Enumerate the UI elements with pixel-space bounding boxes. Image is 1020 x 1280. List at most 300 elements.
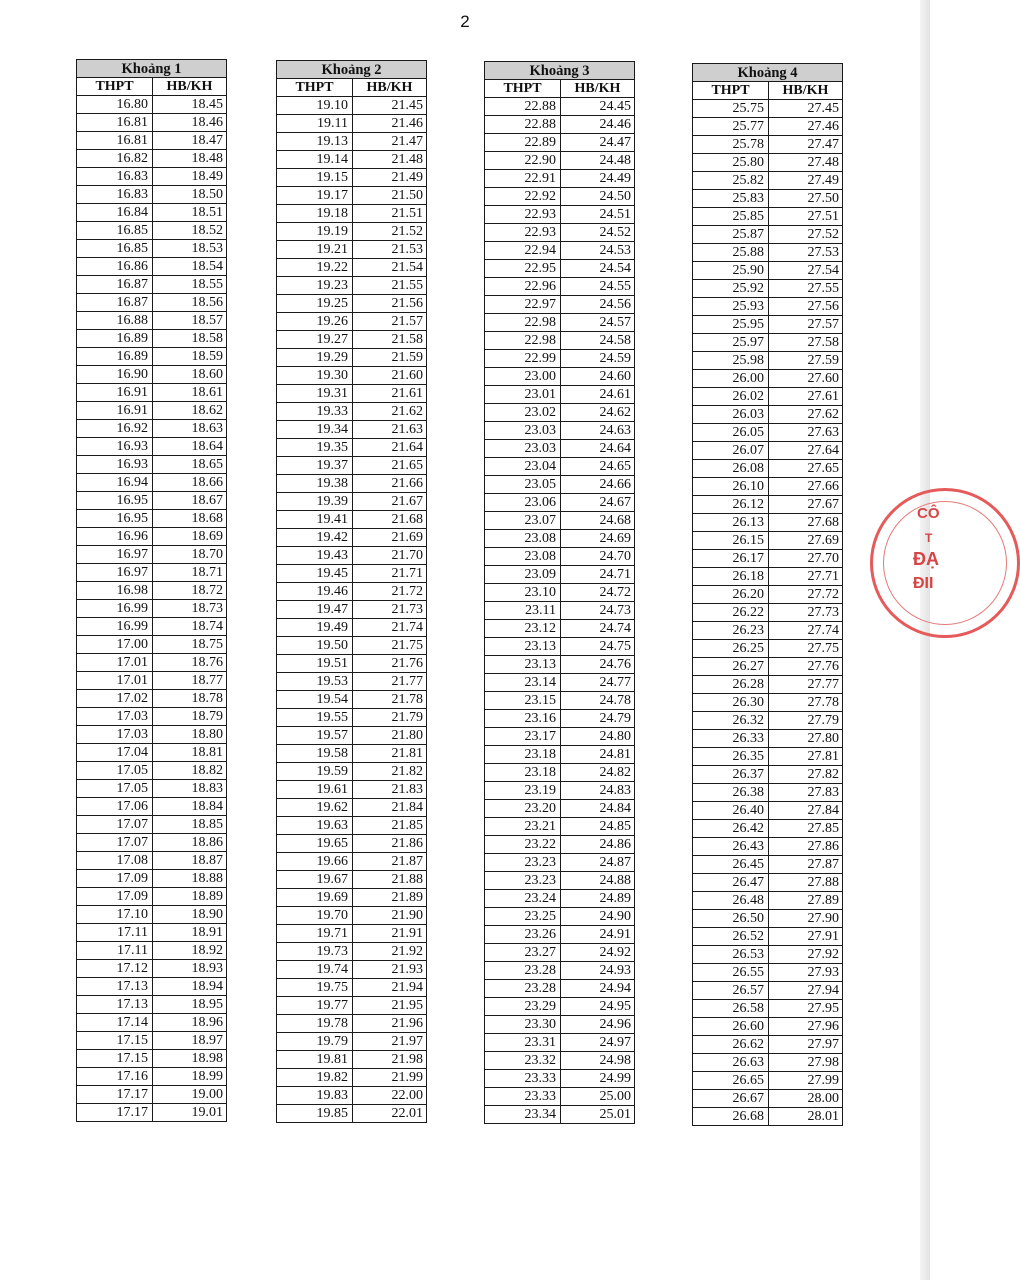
hbkh-score-cell: 18.93 — [153, 960, 227, 978]
thpt-score-cell: 19.50 — [277, 637, 353, 655]
hbkh-score-cell: 27.56 — [769, 298, 843, 316]
hbkh-score-cell: 24.71 — [561, 566, 635, 584]
hbkh-score-cell: 27.97 — [769, 1036, 843, 1054]
table-row — [693, 712, 843, 730]
table-row — [485, 638, 635, 656]
thpt-score-cell: 22.91 — [485, 170, 561, 188]
table-row — [485, 260, 635, 278]
hbkh-score-cell: 18.66 — [153, 474, 227, 492]
table-row — [277, 961, 427, 979]
thpt-score-cell: 23.32 — [485, 1052, 561, 1070]
thpt-score-cell: 23.11 — [485, 602, 561, 620]
table-row — [485, 728, 635, 746]
thpt-score-cell: 17.17 — [77, 1104, 153, 1122]
hbkh-score-cell: 21.93 — [353, 961, 427, 979]
table-row — [277, 169, 427, 187]
table-row — [277, 871, 427, 889]
hbkh-score-cell: 18.63 — [153, 420, 227, 438]
thpt-score-cell: 22.98 — [485, 314, 561, 332]
table-row — [693, 172, 843, 190]
hbkh-score-cell: 18.57 — [153, 312, 227, 330]
hbkh-score-cell: 21.63 — [353, 421, 427, 439]
hbkh-score-cell: 24.73 — [561, 602, 635, 620]
table-row — [277, 907, 427, 925]
table-row — [277, 637, 427, 655]
thpt-score-cell: 23.16 — [485, 710, 561, 728]
hbkh-score-cell: 24.48 — [561, 152, 635, 170]
hbkh-score-cell: 27.45 — [769, 100, 843, 118]
table-row — [77, 816, 227, 834]
stamp-text: CÔ — [917, 505, 940, 522]
hbkh-score-cell: 27.64 — [769, 442, 843, 460]
table-row — [277, 709, 427, 727]
table-row — [277, 691, 427, 709]
thpt-score-cell: 26.30 — [693, 694, 769, 712]
thpt-score-cell: 23.07 — [485, 512, 561, 530]
thpt-score-cell: 22.88 — [485, 116, 561, 134]
hbkh-score-cell: 21.79 — [353, 709, 427, 727]
table-row — [277, 925, 427, 943]
hbkh-score-cell: 18.85 — [153, 816, 227, 834]
hbkh-score-cell: 27.46 — [769, 118, 843, 136]
thpt-score-cell: 17.07 — [77, 834, 153, 852]
table-row — [693, 694, 843, 712]
table-row — [77, 1014, 227, 1032]
table-row — [77, 780, 227, 798]
hbkh-score-cell: 21.50 — [353, 187, 427, 205]
hbkh-score-cell: 18.62 — [153, 402, 227, 420]
thpt-score-cell: 16.80 — [77, 96, 153, 114]
thpt-score-cell: 25.75 — [693, 100, 769, 118]
table-row — [693, 946, 843, 964]
table-row — [485, 404, 635, 422]
thpt-score-cell: 23.31 — [485, 1034, 561, 1052]
thpt-score-cell: 16.94 — [77, 474, 153, 492]
thpt-score-cell: 26.32 — [693, 712, 769, 730]
thpt-score-cell: 23.18 — [485, 746, 561, 764]
hbkh-score-cell: 21.51 — [353, 205, 427, 223]
thpt-score-cell: 22.90 — [485, 152, 561, 170]
table-row — [693, 280, 843, 298]
hbkh-score-cell: 18.69 — [153, 528, 227, 546]
thpt-score-cell: 26.15 — [693, 532, 769, 550]
thpt-score-cell: 19.22 — [277, 259, 353, 277]
thpt-score-cell: 23.17 — [485, 728, 561, 746]
hbkh-score-cell: 21.95 — [353, 997, 427, 1015]
hbkh-score-cell: 18.99 — [153, 1068, 227, 1086]
hbkh-score-cell: 27.82 — [769, 766, 843, 784]
thpt-score-cell: 16.89 — [77, 348, 153, 366]
table-row — [485, 872, 635, 890]
stamp-text: T — [925, 531, 933, 545]
hbkh-score-cell: 24.52 — [561, 224, 635, 242]
thpt-score-cell: 16.84 — [77, 204, 153, 222]
hbkh-score-cell: 24.85 — [561, 818, 635, 836]
thpt-score-cell: 16.81 — [77, 132, 153, 150]
hbkh-score-cell: 18.87 — [153, 852, 227, 870]
table-row — [485, 98, 635, 116]
hbkh-score-cell: 19.01 — [153, 1104, 227, 1122]
thpt-score-cell: 16.83 — [77, 168, 153, 186]
table-row — [693, 910, 843, 928]
table-row — [77, 870, 227, 888]
table-row — [277, 799, 427, 817]
table-row — [277, 1015, 427, 1033]
table-row — [485, 944, 635, 962]
thpt-score-cell: 23.05 — [485, 476, 561, 494]
hbkh-score-cell: 18.51 — [153, 204, 227, 222]
thpt-score-cell: 25.80 — [693, 154, 769, 172]
table-row — [693, 892, 843, 910]
hbkh-score-cell: 18.53 — [153, 240, 227, 258]
hbkh-score-cell: 24.94 — [561, 980, 635, 998]
table-row — [277, 1069, 427, 1087]
hbkh-score-cell: 27.83 — [769, 784, 843, 802]
thpt-score-cell: 19.53 — [277, 673, 353, 691]
table-row — [485, 530, 635, 548]
hbkh-score-cell: 18.73 — [153, 600, 227, 618]
thpt-score-cell: 23.12 — [485, 620, 561, 638]
table-row — [77, 690, 227, 708]
hbkh-score-cell: 27.79 — [769, 712, 843, 730]
hbkh-score-cell: 27.55 — [769, 280, 843, 298]
hbkh-score-cell: 21.54 — [353, 259, 427, 277]
thpt-score-cell: 26.63 — [693, 1054, 769, 1072]
thpt-score-cell: 19.59 — [277, 763, 353, 781]
hbkh-score-cell: 28.00 — [769, 1090, 843, 1108]
thpt-score-cell: 23.28 — [485, 980, 561, 998]
table-row — [77, 528, 227, 546]
table-row — [485, 656, 635, 674]
hbkh-score-cell: 24.95 — [561, 998, 635, 1016]
hbkh-score-cell: 27.53 — [769, 244, 843, 262]
thpt-score-cell: 23.10 — [485, 584, 561, 602]
table-row — [485, 1088, 635, 1106]
thpt-score-cell: 26.45 — [693, 856, 769, 874]
table-row — [485, 170, 635, 188]
table-row — [485, 908, 635, 926]
table-row — [77, 276, 227, 294]
table-row — [77, 114, 227, 132]
table-row — [77, 258, 227, 276]
thpt-score-cell: 17.15 — [77, 1050, 153, 1068]
hbkh-score-cell: 24.77 — [561, 674, 635, 692]
table-row — [693, 1000, 843, 1018]
table-row — [77, 852, 227, 870]
hbkh-score-cell: 27.88 — [769, 874, 843, 892]
table-row — [77, 438, 227, 456]
hbkh-score-cell: 18.95 — [153, 996, 227, 1014]
thpt-score-cell: 17.13 — [77, 996, 153, 1014]
thpt-score-cell: 26.17 — [693, 550, 769, 568]
table-row — [77, 726, 227, 744]
table-row — [277, 439, 427, 457]
score-table-range-3 — [484, 61, 635, 1124]
table-row — [485, 296, 635, 314]
table-row — [77, 762, 227, 780]
thpt-score-cell: 17.04 — [77, 744, 153, 762]
table-row — [693, 406, 843, 424]
thpt-score-cell: 25.92 — [693, 280, 769, 298]
hbkh-score-cell: 18.56 — [153, 294, 227, 312]
table-row — [693, 100, 843, 118]
score-table-range-1 — [76, 59, 227, 1122]
table-row — [277, 511, 427, 529]
hbkh-score-cell: 18.90 — [153, 906, 227, 924]
table-row — [485, 602, 635, 620]
table-row — [693, 244, 843, 262]
table-row — [485, 116, 635, 134]
hbkh-score-cell: 21.86 — [353, 835, 427, 853]
thpt-score-cell: 25.83 — [693, 190, 769, 208]
hbkh-score-cell: 27.54 — [769, 262, 843, 280]
table-row — [277, 619, 427, 637]
hbkh-score-cell: 27.68 — [769, 514, 843, 532]
hbkh-score-cell: 21.99 — [353, 1069, 427, 1087]
table-row — [277, 1033, 427, 1051]
table-row — [693, 1072, 843, 1090]
table-row — [277, 475, 427, 493]
table-row — [693, 568, 843, 586]
hbkh-score-cell: 21.74 — [353, 619, 427, 637]
thpt-score-cell: 17.14 — [77, 1014, 153, 1032]
column-header-hbkh: HB/KH — [561, 80, 635, 98]
thpt-score-cell: 19.23 — [277, 277, 353, 295]
thpt-score-cell: 17.10 — [77, 906, 153, 924]
range-title: Khoảng 3 — [485, 62, 635, 80]
thpt-score-cell: 16.96 — [77, 528, 153, 546]
thpt-score-cell: 16.81 — [77, 114, 153, 132]
thpt-score-cell: 26.35 — [693, 748, 769, 766]
table-row — [77, 168, 227, 186]
thpt-score-cell: 19.10 — [277, 97, 353, 115]
hbkh-score-cell: 18.59 — [153, 348, 227, 366]
hbkh-score-cell: 18.84 — [153, 798, 227, 816]
table-row — [485, 188, 635, 206]
thpt-score-cell: 26.33 — [693, 730, 769, 748]
table-row — [277, 565, 427, 583]
hbkh-score-cell: 18.68 — [153, 510, 227, 528]
table-row — [277, 493, 427, 511]
thpt-score-cell: 19.25 — [277, 295, 353, 313]
thpt-score-cell: 19.79 — [277, 1033, 353, 1051]
table-row — [277, 403, 427, 421]
table-row — [693, 532, 843, 550]
table-row — [77, 582, 227, 600]
table-row — [277, 1087, 427, 1105]
hbkh-score-cell: 21.91 — [353, 925, 427, 943]
hbkh-score-cell: 21.89 — [353, 889, 427, 907]
table-row — [77, 492, 227, 510]
table-row — [277, 943, 427, 961]
thpt-score-cell: 26.60 — [693, 1018, 769, 1036]
table-row — [77, 1032, 227, 1050]
table-row — [77, 564, 227, 582]
hbkh-score-cell: 25.00 — [561, 1088, 635, 1106]
thpt-score-cell: 17.00 — [77, 636, 153, 654]
hbkh-score-cell: 24.84 — [561, 800, 635, 818]
thpt-score-cell: 26.67 — [693, 1090, 769, 1108]
thpt-score-cell: 19.26 — [277, 313, 353, 331]
hbkh-score-cell: 27.80 — [769, 730, 843, 748]
thpt-score-cell: 17.06 — [77, 798, 153, 816]
thpt-score-cell: 19.81 — [277, 1051, 353, 1069]
hbkh-score-cell: 27.57 — [769, 316, 843, 334]
hbkh-score-cell: 21.76 — [353, 655, 427, 673]
hbkh-score-cell: 24.81 — [561, 746, 635, 764]
table-row — [77, 150, 227, 168]
table-row — [485, 746, 635, 764]
thpt-score-cell: 19.39 — [277, 493, 353, 511]
hbkh-score-cell: 27.93 — [769, 964, 843, 982]
thpt-score-cell: 26.13 — [693, 514, 769, 532]
table-row — [277, 133, 427, 151]
hbkh-score-cell: 24.72 — [561, 584, 635, 602]
table-row — [693, 856, 843, 874]
score-table-range-4 — [692, 63, 843, 1126]
hbkh-score-cell: 27.75 — [769, 640, 843, 658]
thpt-score-cell: 26.65 — [693, 1072, 769, 1090]
table-row — [485, 818, 635, 836]
table-row — [77, 996, 227, 1014]
hbkh-score-cell: 27.60 — [769, 370, 843, 388]
thpt-score-cell: 25.82 — [693, 172, 769, 190]
thpt-score-cell: 19.29 — [277, 349, 353, 367]
hbkh-score-cell: 27.48 — [769, 154, 843, 172]
hbkh-score-cell: 21.60 — [353, 367, 427, 385]
hbkh-score-cell: 18.92 — [153, 942, 227, 960]
thpt-score-cell: 17.03 — [77, 726, 153, 744]
thpt-score-cell: 19.34 — [277, 421, 353, 439]
thpt-score-cell: 19.62 — [277, 799, 353, 817]
hbkh-score-cell: 21.77 — [353, 673, 427, 691]
hbkh-score-cell: 18.77 — [153, 672, 227, 690]
thpt-score-cell: 23.01 — [485, 386, 561, 404]
range-title: Khoảng 4 — [693, 64, 843, 82]
table-row — [693, 748, 843, 766]
table-row — [693, 766, 843, 784]
table-row — [693, 136, 843, 154]
table-row — [77, 600, 227, 618]
table-row — [693, 352, 843, 370]
hbkh-score-cell: 27.67 — [769, 496, 843, 514]
thpt-score-cell: 16.93 — [77, 456, 153, 474]
table-row — [77, 186, 227, 204]
thpt-score-cell: 25.95 — [693, 316, 769, 334]
hbkh-score-cell: 27.81 — [769, 748, 843, 766]
thpt-score-cell: 23.27 — [485, 944, 561, 962]
table-row — [77, 96, 227, 114]
table-row — [693, 388, 843, 406]
thpt-score-cell: 19.67 — [277, 871, 353, 889]
hbkh-score-cell: 27.98 — [769, 1054, 843, 1072]
thpt-score-cell: 19.47 — [277, 601, 353, 619]
thpt-score-cell: 23.24 — [485, 890, 561, 908]
thpt-score-cell: 23.26 — [485, 926, 561, 944]
thpt-score-cell: 22.88 — [485, 98, 561, 116]
table-row — [77, 1050, 227, 1068]
hbkh-score-cell: 18.67 — [153, 492, 227, 510]
thpt-score-cell: 16.99 — [77, 600, 153, 618]
table-row — [485, 854, 635, 872]
hbkh-score-cell: 21.64 — [353, 439, 427, 457]
hbkh-score-cell: 24.63 — [561, 422, 635, 440]
thpt-score-cell: 17.05 — [77, 762, 153, 780]
stamp-text: ĐII — [913, 575, 934, 592]
table-row — [77, 834, 227, 852]
hbkh-score-cell: 27.90 — [769, 910, 843, 928]
table-row — [277, 313, 427, 331]
table-row — [77, 906, 227, 924]
thpt-score-cell: 16.83 — [77, 186, 153, 204]
table-row — [693, 1036, 843, 1054]
table-row — [693, 658, 843, 676]
official-stamp — [870, 488, 1020, 638]
thpt-score-cell: 23.13 — [485, 656, 561, 674]
hbkh-score-cell: 18.75 — [153, 636, 227, 654]
hbkh-score-cell: 27.62 — [769, 406, 843, 424]
thpt-score-cell: 19.13 — [277, 133, 353, 151]
thpt-score-cell: 22.98 — [485, 332, 561, 350]
thpt-score-cell: 26.25 — [693, 640, 769, 658]
table-row — [485, 710, 635, 728]
thpt-score-cell: 23.13 — [485, 638, 561, 656]
hbkh-score-cell: 21.96 — [353, 1015, 427, 1033]
hbkh-score-cell: 27.71 — [769, 568, 843, 586]
hbkh-score-cell: 21.58 — [353, 331, 427, 349]
thpt-score-cell: 22.99 — [485, 350, 561, 368]
table-row — [277, 259, 427, 277]
table-row — [693, 550, 843, 568]
thpt-score-cell: 19.37 — [277, 457, 353, 475]
table-row — [693, 874, 843, 892]
thpt-score-cell: 19.35 — [277, 439, 353, 457]
hbkh-score-cell: 27.73 — [769, 604, 843, 622]
thpt-score-cell: 19.61 — [277, 781, 353, 799]
thpt-score-cell: 17.12 — [77, 960, 153, 978]
hbkh-score-cell: 18.74 — [153, 618, 227, 636]
hbkh-score-cell: 27.92 — [769, 946, 843, 964]
table-row — [77, 204, 227, 222]
thpt-score-cell: 19.38 — [277, 475, 353, 493]
thpt-score-cell: 19.55 — [277, 709, 353, 727]
table-row — [77, 672, 227, 690]
thpt-score-cell: 23.28 — [485, 962, 561, 980]
table-row — [485, 566, 635, 584]
thpt-score-cell: 16.87 — [77, 276, 153, 294]
hbkh-score-cell: 24.67 — [561, 494, 635, 512]
thpt-score-cell: 23.23 — [485, 872, 561, 890]
hbkh-score-cell: 21.94 — [353, 979, 427, 997]
thpt-score-cell: 23.18 — [485, 764, 561, 782]
table-row — [693, 928, 843, 946]
table-row — [277, 241, 427, 259]
thpt-score-cell: 19.66 — [277, 853, 353, 871]
thpt-score-cell: 23.14 — [485, 674, 561, 692]
thpt-score-cell: 19.51 — [277, 655, 353, 673]
thpt-score-cell: 19.58 — [277, 745, 353, 763]
thpt-score-cell: 23.30 — [485, 1016, 561, 1034]
table-row — [77, 978, 227, 996]
thpt-score-cell: 23.34 — [485, 1106, 561, 1124]
hbkh-score-cell: 18.49 — [153, 168, 227, 186]
range-title: Khoảng 2 — [277, 61, 427, 79]
hbkh-score-cell: 24.55 — [561, 278, 635, 296]
hbkh-score-cell: 24.58 — [561, 332, 635, 350]
thpt-score-cell: 26.03 — [693, 406, 769, 424]
hbkh-score-cell: 18.96 — [153, 1014, 227, 1032]
table-row — [277, 457, 427, 475]
